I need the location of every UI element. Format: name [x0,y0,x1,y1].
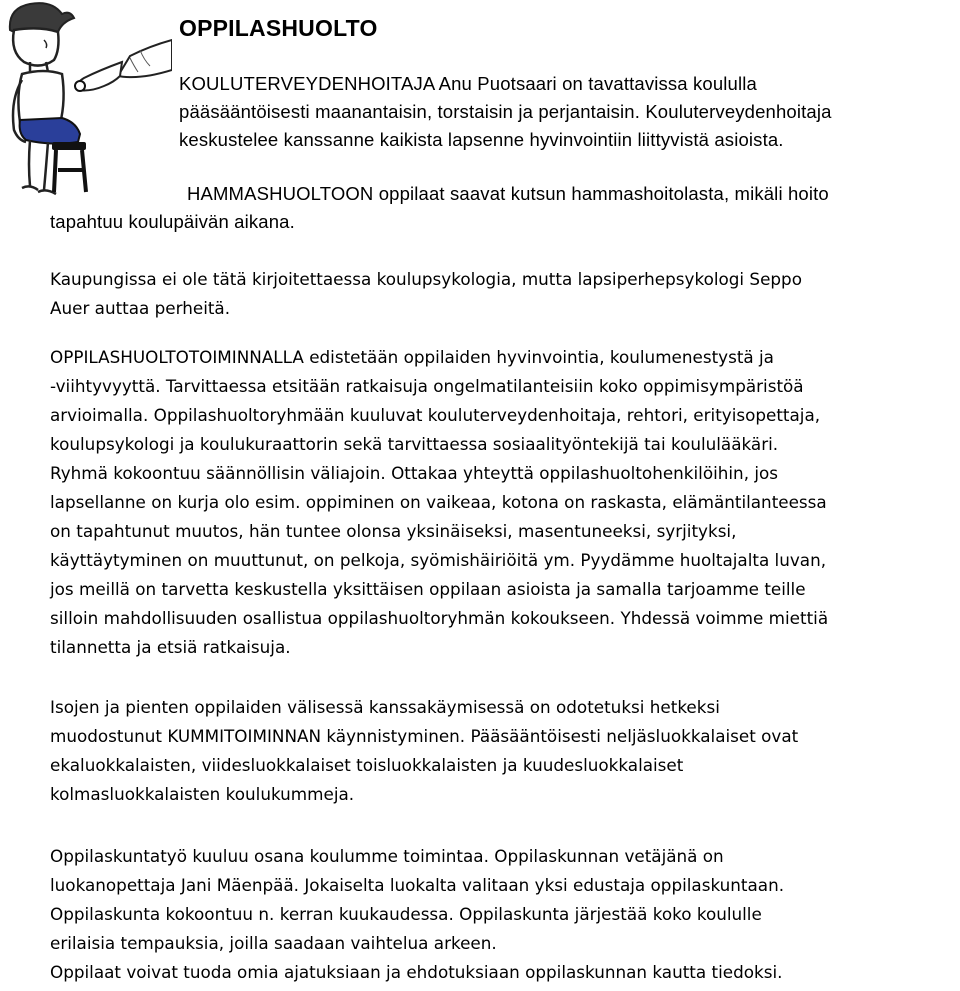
school-nurse-paragraph [179,70,960,154]
child-head [13,28,58,65]
dental-line: HAMMASHUOLTOON oppilaat saavat kutsun hammashoitolasta, mikäli hoito [187,183,829,204]
psychologist-paragraph [50,265,950,323]
mentoring-line: kolmasluokkalaisten koulukummeja. [50,784,355,804]
student-council-line: Oppilaskunta kokoontuu n. kerran kuukaudessa. Oppilaskunta järjestää koko koululle [50,904,762,924]
page-title: OPPILASHUOLTO [179,15,378,41]
student-council-line: erilaisia tempauksia, joilla saadaan vaihtelua arkeen. [50,933,497,953]
dental-care-paragraph [50,180,950,236]
student-care-line: käyttäytyminen on muuttunut, on pelkoja, syömishäiriöitä ym. Pyydämme huoltajalta luvan, [50,550,827,570]
psychologist-line: Auer auttaa perheitä. [50,298,231,318]
student-council-line: Oppilaat voivat tuoda omia ajatuksiaan ja ehdotuksiaan oppilaskunnan kautta tiedoksi. [50,962,783,982]
mentoring-line: ekaluokkalaisten, viidesluokkalaiset toisluokkalaisten ja kuudesluokkalaiset [50,755,684,775]
intro-line: KOULUTERVEYDENHOITAJA Anu Puotsaari on tavattavissa koululla [179,73,757,94]
stethoscope-icon [75,81,85,91]
student-care-line: on tapahtunut muutos, hän tuntee olonsa yksinäiseksi, masentuneeksi, syrjityksi, [50,521,737,541]
child-on-stool-examination-icon [0,0,172,200]
student-care-line: silloin mahdollisuuden osallistua oppilashuoltoryhmän kokoukseen. Yhdessä voimme miettiä [50,608,829,628]
student-care-line: Ryhmä kokoontuu säännöllisin väliajoin. Ottakaa yhteyttä oppilashuoltohenkilöihin, jos [50,463,779,483]
mentoring-line: Isojen ja pienten oppilaiden välisessä kanssakäymisessä on odotetuksi hetkeksi [50,697,720,717]
student-council-paragraph [50,842,960,987]
stool-seat [52,142,86,150]
student-council-line: Oppilaskuntatyö kuuluu osana koulumme toimintaa. Oppilaskunnan vetäjänä on [50,846,724,866]
student-care-line: lapsellanne on kurja olo esim. oppiminen on vaikeaa, kotona on raskasta, elämäntilanteessa [50,492,827,512]
child-torso [18,71,63,124]
student-care-line: arvioimalla. Oppilashuoltoryhmään kuuluvat kouluterveydenhoitaja, rehtori, erityisopettaja, [50,405,821,425]
student-care-line: tilannetta ja etsiä ratkaisuja. [50,637,291,657]
child-shorts [20,118,80,144]
intro-line: keskustelee kanssanne kaikista lapsenne hyvinvointiin liittyvistä asioista. [179,129,784,150]
student-care-line: jos meillä on tarvetta keskustella yksittäisen oppilaan asioista ja samalla tarjoamme teille [50,579,806,599]
student-care-line: koulupsykologi ja koulukuraattorin sekä tarvittaessa sosiaalityöntekijä tai koululääkäri. [50,434,779,454]
student-care-line: -viihtyvyyttä. Tarvittaessa etsitään ratkaisuja ongelmatilanteisiin koko oppimisympäristöä [50,376,804,396]
psychologist-line: Kaupungissa ei ole tätä kirjoitettaessa koulupsykologia, mutta lapsiperhepsykologi Seppo [50,269,802,289]
examiner-sleeve [118,40,172,77]
mentoring-line: muodostunut KUMMITOIMINNAN käynnistyminen. Pääsääntöisesti neljäsluokkalaiset ovat [50,726,799,746]
student-care-line: OPPILASHUOLTOTOIMINNALLA edistetään oppilaiden hyvinvointia, koulumenestystä ja [50,347,774,367]
intro-line: pääsääntöisesti maanantaisin, torstaisin ja perjantaisin. Kouluterveydenhoitaja [179,101,832,122]
dental-line: tapahtuu koulupäivän aikana. [50,211,295,232]
student-care-paragraph [50,343,960,662]
mentoring-paragraph [50,693,960,809]
student-council-line: luokanopettaja Jani Mäenpää. Jokaiselta luokalta valitaan yksi edustaja oppilaskuntaan. [50,875,785,895]
